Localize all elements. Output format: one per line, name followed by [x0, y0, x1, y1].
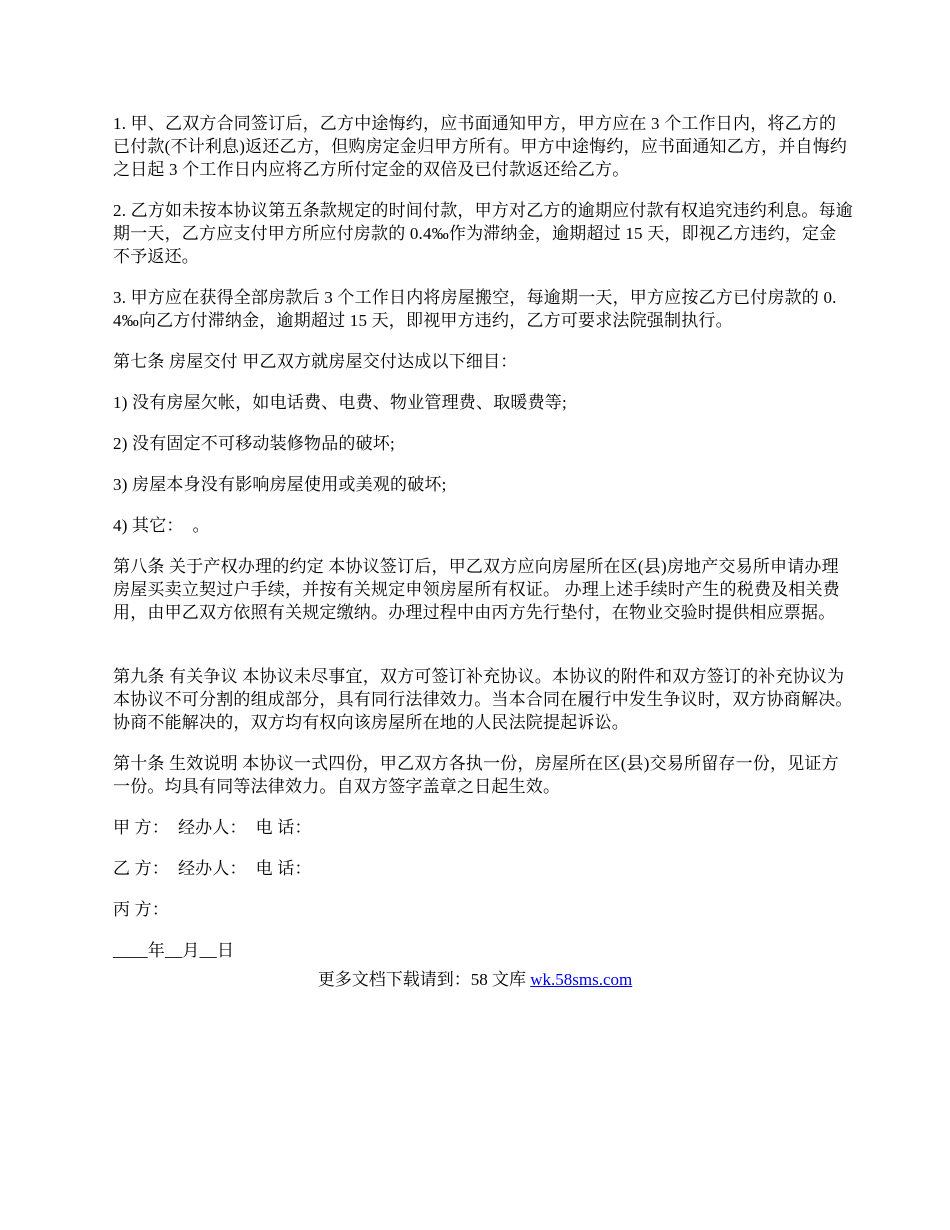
delivery-item-2: 2) 没有固定不可移动装修物品的破坏;	[113, 434, 395, 453]
delivery-item-3: 3) 房屋本身没有影响房屋使用或美观的破坏;	[113, 475, 447, 494]
clause-2-paragraph: 2. 乙方如未按本协议第五条款规定的时间付款，甲方对乙方的逾期应付款有权追究违约利息。每逾期一天，乙方应支付甲方所应付房款的 0.4‰作为滞纳金，逾期超过 15 天，即视乙方违约，定金不予返还。	[113, 201, 853, 266]
delivery-item-1: 1) 没有房屋欠帐，如电话费、电费、物业管理费、取暖费等;	[113, 393, 567, 412]
clause-1-paragraph: 1. 甲、乙双方合同签订后，乙方中途悔约，应书面通知甲方，甲方应在 3 个工作日内，将乙方的已付款(不计利息)返还乙方，但购房定金归甲方所有。甲方中途悔约，应书面通知乙方，并自悔约之日起 3 个工作日内应将乙方所付定金的双倍及已付款返还给乙方。	[113, 114, 848, 179]
article-10-paragraph: 第十条 生效说明 本协议一式四份，甲乙双方各执一份，房屋所在区(县)交易所留存一份，见证方一份。均具有同等法律效力。自双方签字盖章之日起生效。	[113, 754, 839, 796]
delivery-item-4: 4) 其它： 。	[113, 516, 210, 535]
footer-link[interactable]: wk.58sms.com	[530, 970, 633, 989]
date-line: ____年__月__日	[113, 941, 235, 960]
party-c-signature-line: 丙 方：	[113, 900, 170, 919]
footer	[0, 968, 950, 991]
article-9-paragraph: 第九条 有关争议 本协议未尽事宜，双方可签订补充协议。本协议的附件和双方签订的补充协议为本协议不可分割的组成部分，具有同行法律效力。当本合同在履行中发生争议时，双方协商解决。协商不能解决的，双方均有权向该房屋所在地的人民法院提起诉讼。	[113, 667, 853, 732]
clause-3-paragraph: 3. 甲方应在获得全部房款后 3 个工作日内将房屋搬空，每逾期一天，甲方应按乙方已付房款的 0.4‰向乙方付滞纳金，逾期超过 15 天，即视甲方违约，乙方可要求法院强制执行。	[113, 288, 837, 330]
party-b-signature-line: 乙 方： 经办人： 电 话：	[113, 859, 312, 878]
article-8-paragraph: 第八条 关于产权办理的约定 本协议签订后，甲乙双方应向房屋所在区(县)房地产交易所申请办理房屋买卖立契过户手续，并按有关规定申领房屋所有权证。 办理上述手续时产生的税费及相关费用，由甲乙双方依照有关规定缴纳。办理过程中由丙方先行垫付，在物业交验时提供相应票据。	[113, 557, 840, 622]
footer-text: 更多文档下载请到：58 文库	[317, 970, 531, 989]
article-7-heading: 第七条 房屋交付 甲乙双方就房屋交付达成以下细目：	[113, 352, 518, 371]
document-body	[113, 112, 853, 980]
party-a-signature-line: 甲 方： 经办人： 电 话：	[113, 818, 312, 837]
